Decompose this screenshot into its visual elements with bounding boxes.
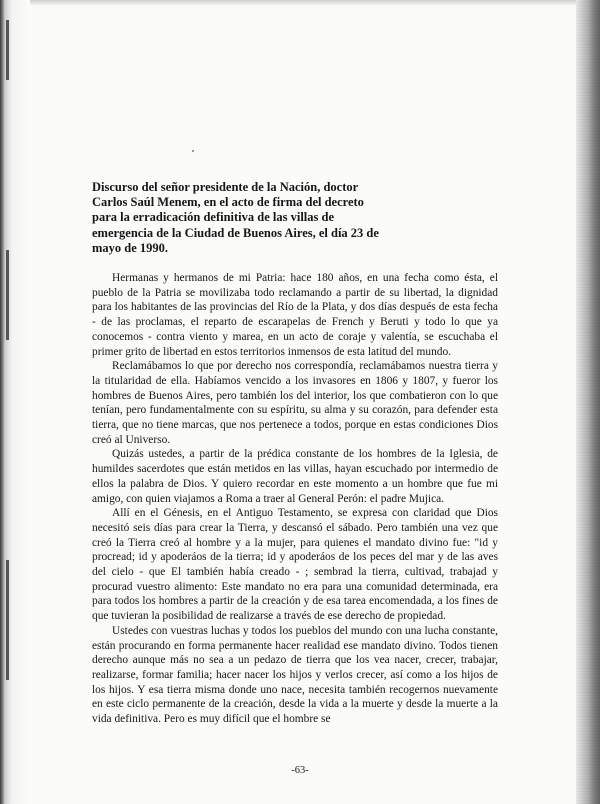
- page-number: -63-: [291, 765, 309, 776]
- scan-speck: [192, 150, 194, 152]
- binding-mark: [6, 560, 9, 680]
- document-body: [92, 180, 498, 727]
- binding-mark: [6, 250, 9, 340]
- paragraph: Ustedes con vuestras luchas y todos los pueblos del mundo con una lucha constante, están procurando en forma permanente hacer realidad ese mandato divino. Todos tienen derecho aunque más no sea a un pedazo de tierra que los vea nacer, crecer, trabajar, realizarse, formar familia; hacer nacer los hijos y verlos crecer, así como a los hijos de los hijos. Y esa tierra misma donde uno nace, necesita también recogernos nuevamente en este ciclo permanente de la creación, desde la vida a la muerte y desde la muerte a la vida definitiva. Pero es muy difícil que el hombre se: [92, 624, 498, 726]
- page-binding-edge: [0, 0, 30, 804]
- paragraph: Reclamábamos lo que por derecho nos correspondía, reclamábamos nuestra tierra y la titularidad de ella. Habíamos vencido a los invasores en 1806 y 1807, y fueror los hombres de Buenos Aires, pero también los del interior, los que combatieron con lo que tenían, pero fundamentalmente con su espíritu, su alma y su corazón, para defender esta tierra, que no tiene marcas, que nos pertenece a todos, porque en estas condiciones Dios creó al Universo.: [92, 360, 498, 446]
- speech-heading: Discurso del señor presidente de la Nación, doctor Carlos Saúl Menem, en el acto de firma del decreto para la erradicación definitiva de las villas de emergencia de la Ciudad de Buenos Aires, el día 23 de mayo de 1990.: [92, 180, 379, 255]
- paragraph: Allí en el Génesis, en el Antiguo Testamento, se expresa con claridad que Dios necesitó seis días para crear la Tierra, y descansó el sábado. Pero también una vez que creó la Tierra creó al hombre y a la mujer, para quienes el mandato divino fue: "id y procread; id y apoderáos de la tierra; id y apoderáos de los peces del mar y de las aves del cielo - que El también había creado - ; sembrad la tierra, cultivad, trabajad y procurad vuestro alimento: Este mandato no era para una comunidad determinada, era para todos los hombres a partir de la creación y de esa tarea encomendada, a los fines de que tuvieran la posibilidad de realizarse a través de ese derecho de propiedad.: [92, 507, 498, 623]
- paragraph: Quizás ustedes, a partir de la prédica constante de los hombres de la Iglesia, de humildes sacerdotes que están metidos en las villas, hayan escuchado por intermedio de ellos la palabra de Dios. Y quiero recordar en este momento a un hombre que fue mi amigo, con quien viajamos a Roma a traer al General Perón: el padre Mujica.: [92, 448, 498, 505]
- top-scan-shadow: [30, 0, 576, 6]
- page-right-edge: [576, 0, 600, 804]
- binding-mark: [6, 20, 9, 80]
- paragraph: Hermanas y hermanos de mi Patria: hace 180 años, en una fecha como ésta, el pueblo de la Patria se movilizaba todo reclamando a partir de su libertad, la dignidad para los habitantes de las provincias del Río de la Plata, y dos días después de esta fecha - de las proclamas, el reparto de escarapelas de French y Beruti y todo lo que ya conocemos - contra viento y marea, en un acto de coraje y valentía, se escuchaba el primer grito de libertad en estos territorios inmensos de esta latitud del mundo.: [92, 272, 498, 358]
